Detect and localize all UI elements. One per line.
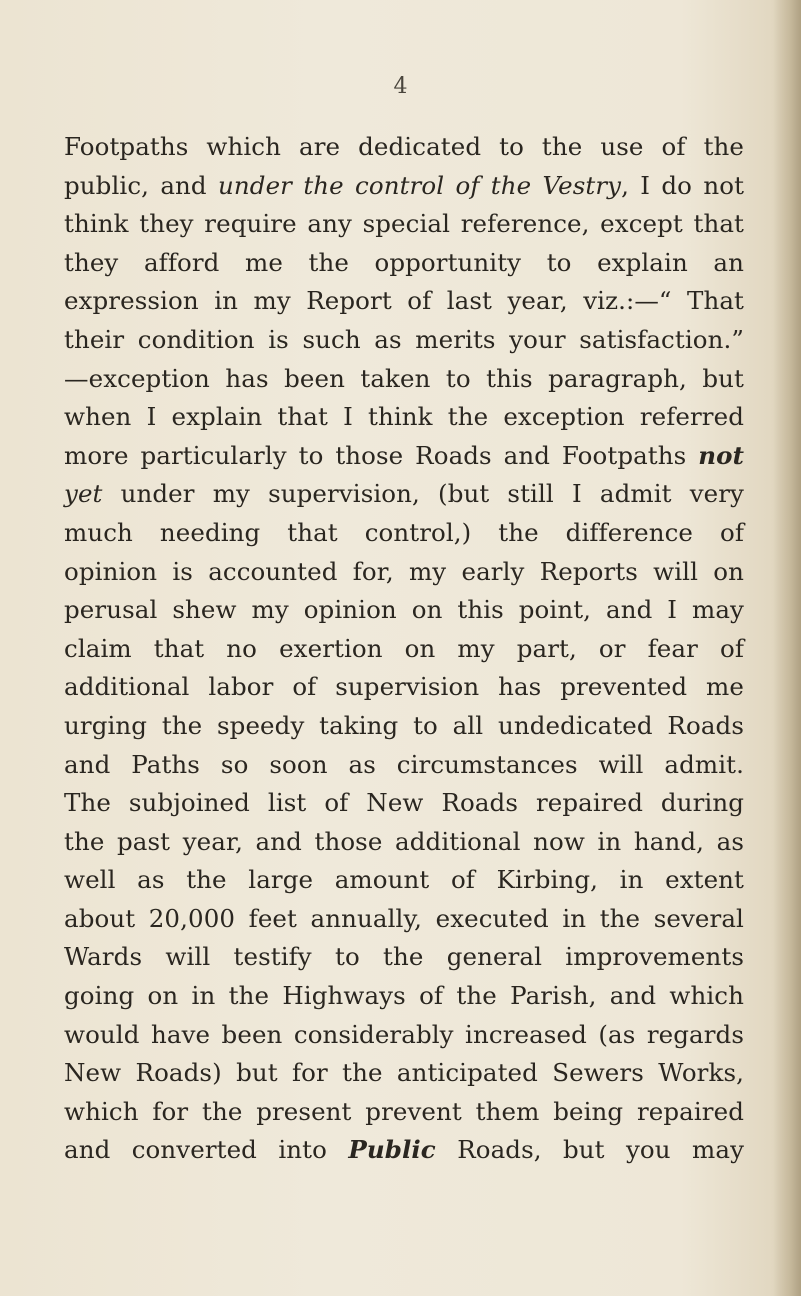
text-segment: which for the present prevent them being repaired xyxy=(64,1096,744,1126)
text-line xyxy=(64,1131,744,1170)
text-segment: more particularly to those Roads and Footpaths xyxy=(64,440,699,470)
text-segment: would have been considerably increased (as regards xyxy=(64,1019,744,1049)
text-line xyxy=(64,205,744,244)
text-segment: —exception has been taken to this paragraph, but xyxy=(64,363,744,393)
page-number: 4 xyxy=(393,74,408,99)
text-segment: additional labor of supervision has prevented me xyxy=(64,672,744,702)
text-line xyxy=(64,437,744,476)
text-segment: public, and xyxy=(64,170,219,200)
text-line xyxy=(64,475,744,514)
text-segment: and converted into xyxy=(64,1135,349,1165)
text-segment: New Roads) but for the anticipated Sewers Works, xyxy=(64,1058,744,1088)
text-segment: about 20,000 feet annually, executed in the several xyxy=(64,903,744,933)
text-line xyxy=(64,668,744,707)
text-segment: Roads, but you may xyxy=(435,1135,745,1165)
text-line xyxy=(64,321,744,360)
text-line xyxy=(64,861,744,900)
text-line xyxy=(64,128,744,167)
text-segment: when I explain that I think the exception referred xyxy=(64,402,744,432)
emphasis-text: not xyxy=(698,440,744,470)
text-line xyxy=(64,1093,744,1132)
text-line xyxy=(64,1016,744,1055)
emphasis-text: under the control of the Vestry xyxy=(218,170,622,200)
body-text xyxy=(64,128,744,1170)
text-segment: well as the large amount of Kirbing, in extent xyxy=(64,865,744,895)
text-line xyxy=(64,900,744,939)
text-line xyxy=(64,823,744,862)
text-line xyxy=(64,282,744,321)
text-segment: expression in my Report of last year, viz.:—“ That xyxy=(64,286,744,316)
text-segment: The subjoined list of New Roads repaired during xyxy=(64,788,744,818)
text-line xyxy=(64,938,744,977)
emphasis-text: Public xyxy=(348,1135,436,1165)
text-segment: Wards will testify to the general improvements xyxy=(64,942,744,972)
text-segment: urging the speedy taking to all undedicated Roads xyxy=(64,710,744,740)
text-line xyxy=(64,167,744,206)
text-line xyxy=(64,707,744,746)
text-segment: think they require any special reference, except that xyxy=(64,209,744,239)
page-edge-shadow xyxy=(773,0,801,1296)
text-segment: , I do not xyxy=(621,170,745,200)
text-line xyxy=(64,630,744,669)
text-segment: under my supervision, (but still I admit very xyxy=(102,479,744,509)
text-line xyxy=(64,244,744,283)
text-line xyxy=(64,398,744,437)
text-line xyxy=(64,514,744,553)
text-segment: and Paths so soon as circumstances will admit. xyxy=(64,749,744,779)
text-segment: their condition is such as merits your satisfaction.” xyxy=(64,324,744,354)
text-segment: opinion is accounted for, my early Reports will on xyxy=(64,556,744,586)
text-segment: they afford me the opportunity to explain an xyxy=(64,247,744,277)
text-segment: Footpaths which are dedicated to the use of the xyxy=(64,132,744,161)
text-line xyxy=(64,977,744,1016)
text-line xyxy=(64,360,744,399)
text-segment: perusal shew my opinion on this point, and I may xyxy=(64,595,744,625)
text-segment: much needing that control,) the difference of xyxy=(64,517,744,547)
emphasis-text: yet xyxy=(64,479,103,509)
text-line xyxy=(64,784,744,823)
text-segment: going on in the Highways of the Parish, and which xyxy=(64,981,744,1011)
text-line xyxy=(64,553,744,592)
text-segment: claim that no exertion on my part, or fear of xyxy=(64,633,744,663)
text-segment: the past year, and those additional now in hand, as xyxy=(64,826,744,856)
text-line xyxy=(64,746,744,785)
text-line xyxy=(64,1054,744,1093)
text-line xyxy=(64,591,744,630)
